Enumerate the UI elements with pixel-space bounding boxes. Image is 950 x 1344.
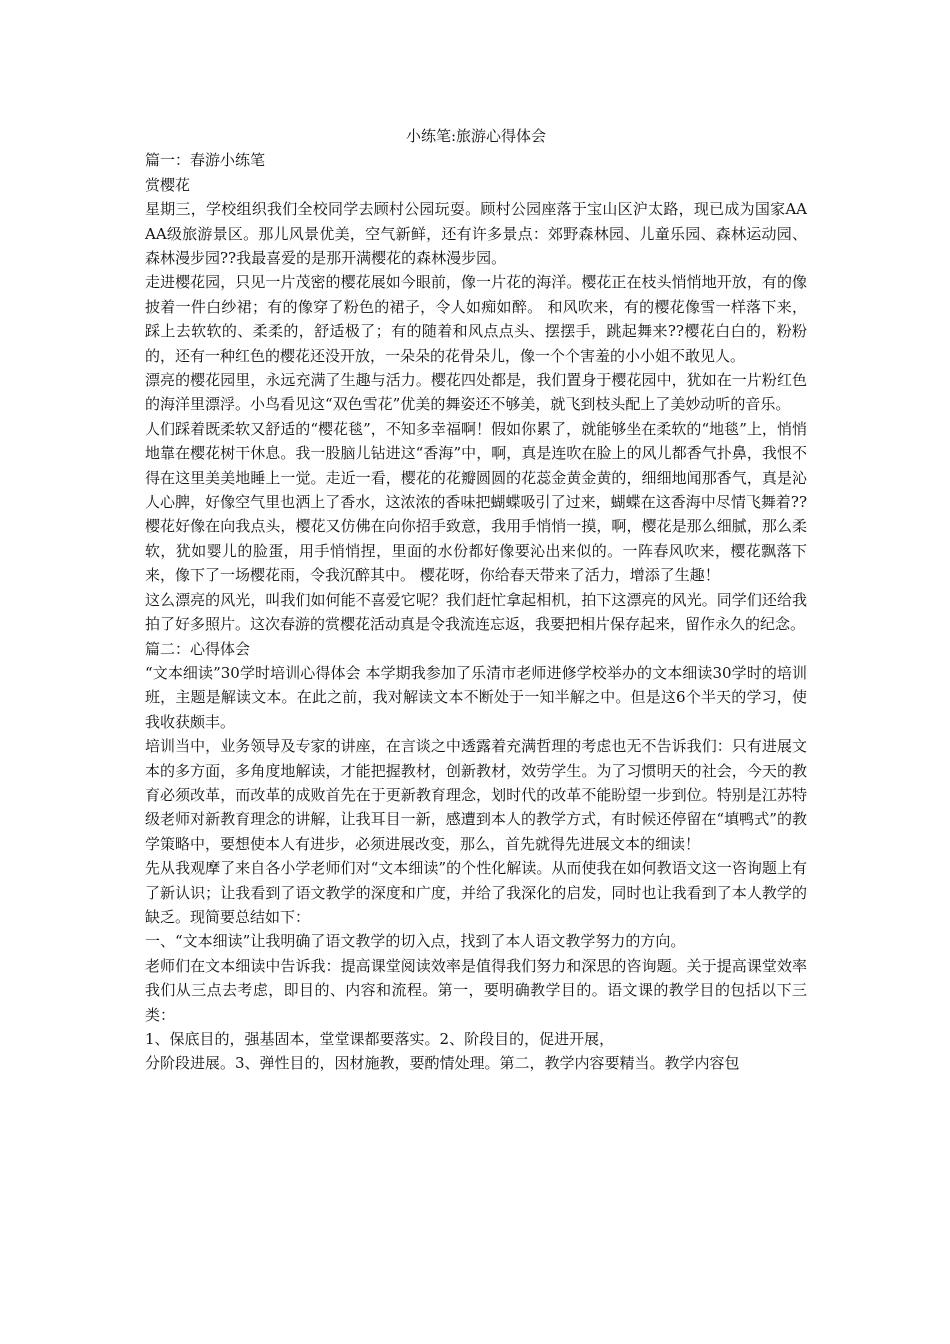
paragraph: “文本细读”30学时培训心得体会 本学期我参加了乐清市老师进修学校举办的文本细读30学时的培训班，主题是解读文本。在此之前，我对解读文本不断处于一知半解之中。但是这6个半天的学习，使我收获颇丰。: [145, 663, 807, 731]
paragraph: 一、“文本细读”让我明确了语文教学的切入点，找到了本人语文教学努力的方向。: [145, 932, 686, 951]
paragraph: 先从我观摩了来自各小学老师们对“文本细读”的个性化解读。从而使我在如何教语文这一咨询题上有了新认识；让我看到了语文教学的深度和广度，并给了我深化的启发，同时也让我看到了本人教学的缺乏。现简要总结如下：: [145, 859, 807, 926]
paragraph: 走进樱花园，只见一片茂密的樱花展如今眼前，像一片花的海洋。樱花正在枝头悄悄地开放，有的像披着一件白纱裙；有的像穿了粉色的裙子，令人如痴如醉。 和风吹来，有的樱花像雪一样落下来，踩上去软软的、柔柔的，舒适极了；有的随着和风点点头、摆摆手，跳起舞来??樱花白白的，粉粉的，还有一种红色的樱花还没开放，一朵朵的花骨朵儿，像一个个害羞的小小姐不敢见人。: [145, 273, 807, 365]
paragraph: 分阶段进展。3、弹性目的，因材施教，要酌情处理。第二，教学内容要精当。教学内容包: [145, 1054, 740, 1073]
paragraph: 培训当中，业务领导及专家的讲座，在言谈之中透露着充满哲理的考虑也无不告诉我们：只有进展文本的多方面，多角度地解读，才能把握教材，创新教材，效劳学生。为了习惯明天的社会，今天的教育必须改革，而改革的成败首先在于更新教育理念，划时代的改革不能盼望一步到位。特别是江苏特级老师对新教育理念的讲解，让我耳目一新，感遭到本人的教学方式，有时候还停留在“填鸭式”的教学策略中，要想使本人有进步，必须进展改变，那么，首先就得先进展文本的细读！: [145, 737, 807, 853]
section-heading-2: 篇二：心得体会: [145, 639, 251, 658]
document-body: [145, 124, 807, 1076]
paragraph: 这么漂亮的风光，叫我们如何能不喜爱它呢？我们赶忙拿起相机，拍下这漂亮的风光。同学们还给我拍了好多照片。这次春游的赏樱花活动真是令我流连忘返，我要把相片保存起来，留作永久的纪念。: [145, 590, 807, 634]
paragraph: 老师们在文本细读中告诉我：提高课堂阅读效率是值得我们努力和深思的咨询题。关于提高课堂效率我们从三点去考虑，即目的、内容和流程。第一，要明确教学目的。语文课的教学目的包括以下三类：: [145, 956, 807, 1024]
paragraph: 人们踩着既柔软又舒适的“樱花毯”，不知多幸福啊！假如你累了，就能够坐在柔软的“地毯”上，悄悄地靠在樱花树干休息。我一股脑儿钻进这“香海”中，啊，真是连吹在脸上的风儿都香气扑鼻，我恨不得在这里美美地睡上一觉。走近一看，樱花的花瓣圆圆的花蕊金黄金黄的，细细地闻那香气，真是沁人心脾，好像空气里也洒上了香水，这浓浓的香味把蝴蝶吸引了过来，蝴蝶在这香海中尽情飞舞着?? 樱花好像在向我点头，樱花又仿佛在向你招手致意，我用手悄悄一摸，啊，樱花是那么细腻，那么柔软，犹如婴儿的脸蛋，用手悄悄捏，里面的水份都好像要沁出来似的。一阵春风吹来，樱花飘落下来，像下了一场樱花雨，令我沉醉其中。 樱花呀，你给春天带来了活力，增添了生趣！: [145, 419, 807, 585]
paragraph: 1、保底目的，强基固本，堂堂课都要落实。2、阶段目的，促进开展，: [145, 1030, 615, 1049]
article-subtitle: 赏樱花: [145, 175, 191, 194]
paragraph: 漂亮的樱花园里，永远充满了生趣与活力。樱花四处都是，我们置身于樱花园中，犹如在一片粉红色的海洋里漂浮。小鸟看见这“双色雪花”优美的舞姿还不够美，就飞到枝头配上了美妙动听的音乐。: [145, 371, 807, 414]
section-heading-1: 篇一：春游小练笔: [145, 151, 266, 170]
document-title: 小练笔:旅游心得体会: [405, 127, 547, 145]
paragraph: 星期三，学校组织我们全校同学去顾村公园玩耍。顾村公园座落于宝山区沪太路，现已成为国家AAAA级旅游景区。那儿风景优美，空气新鲜，还有许多景点：郊野森林园、儿童乐园、森林运动园、森林漫步园??我最喜爱的是那开满樱花的森林漫步园。: [145, 200, 807, 268]
